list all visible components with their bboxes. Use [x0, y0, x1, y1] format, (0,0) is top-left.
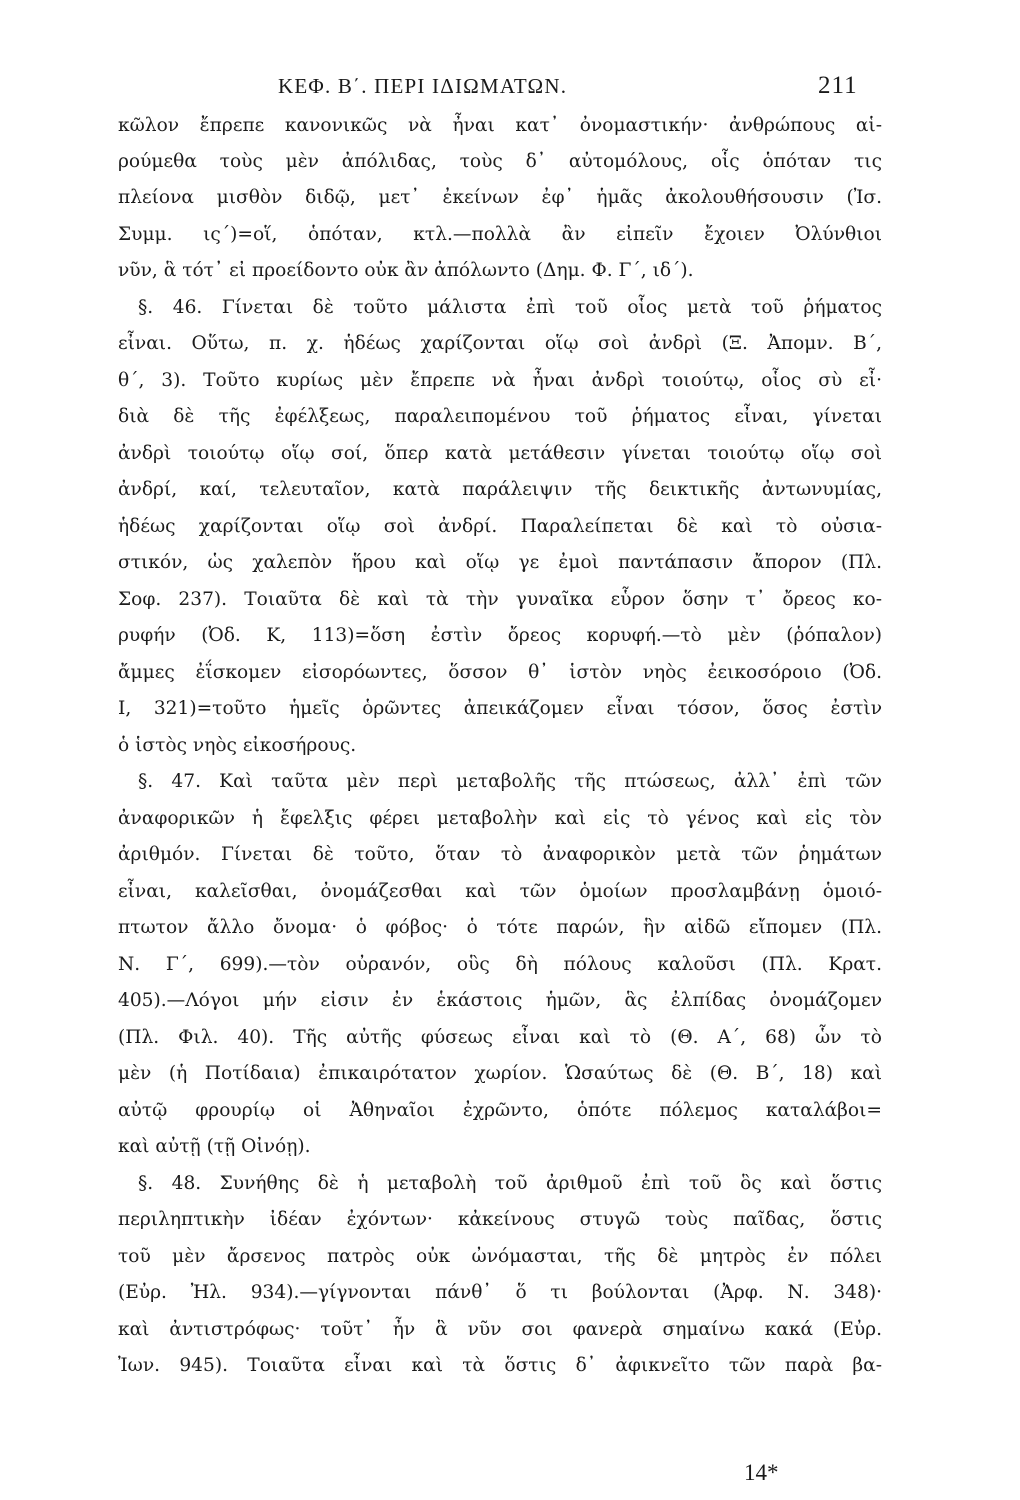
signature-mark: 14* — [744, 1460, 779, 1485]
text-line: ρυφήν (Ὀδ. Κ, 113)=ὅση ἐστὶν ὄρεος κορυφή.—τὸ μὲν (ῥόπαλον) — [118, 625, 882, 646]
text-line: Ν. Γ΄, 699).—τὸν οὐρανόν, οὓς δὴ πόλους καλοῦσι (Πλ. Κρατ. — [118, 954, 882, 975]
text-line: κῶλον ἔπρεπε κανονικῶς νὰ ἦναι κατ᾽ ὀνομαστικήν· ἀνθρώπους αἱ- — [118, 115, 882, 136]
text-line: ἀναφορικῶν ἡ ἔφελξις φέρει μεταβολὴν καὶ εἰς τὸ γένος καὶ εἰς τὸν — [118, 808, 882, 829]
text-line: πλείονα μισθὸν διδῷ, μετ᾽ ἐκείνων ἐφ᾽ ἡμᾶς ἀκολουθήσουσιν (Ἰσ. — [118, 187, 882, 208]
section-48-heading-line: §. 48. Συνήθης δὲ ἡ μεταβολὴ τοῦ ἀριθμοῦ ἐπὶ τοῦ ὃς καὶ ὅστις — [138, 1173, 882, 1194]
running-head: ΚΕΦ. Β΄. ΠΕΡΙ ΙΔΙΩΜΑΤΩΝ. — [278, 74, 568, 98]
section-47-heading-line: §. 47. Καὶ ταῦτα μὲν περὶ μεταβολῆς τῆς πτώσεως, ἀλλ᾽ ἐπὶ τῶν — [138, 771, 882, 792]
text-line: Σοφ. 237). Τοιαῦτα δὲ καὶ τὰ τὴν γυναῖκα εὗρον ὅσην τ᾽ ὄρεος κο- — [118, 589, 882, 610]
text-line: 405).—Λόγοι μήν εἰσιν ἐν ἑκάστοις ἡμῶν, ἃς ἐλπίδας ὀνομάζομεν — [118, 990, 882, 1011]
text-line: (Εὐρ. Ἠλ. 934).—γίγνονται πάνθ᾽ ὅ τι βούλονται (Ἀρφ. Ν. 348)· — [118, 1282, 882, 1303]
text-line: καὶ αὐτῇ (τῇ Οἰνόῃ). — [118, 1136, 311, 1157]
text-line: (Πλ. Φιλ. 40). Τῆς αὐτῆς φύσεως εἶναι καὶ τὸ (Θ. Α΄, 68) ὧν τὸ — [118, 1027, 882, 1048]
text-line: πτωτον ἄλλο ὄνομα· ὁ φόβος· ὁ τότε παρών, ἣν αἰδῶ εἴπομεν (Πλ. — [118, 917, 882, 938]
text-line: ρούμεθα τοὺς μὲν ἀπόλιδας, τοὺς δ᾽ αὐτομόλους, οἷς ὁπόταν τις — [118, 151, 882, 172]
text-line: ἀριθμόν. Γίνεται δὲ τοῦτο, ὅταν τὸ ἀναφορικὸν μετὰ τῶν ῥημάτων — [118, 844, 882, 865]
text-line: ἀνδρί, καί, τελευταῖον, κατὰ παράλειψιν τῆς δεικτικῆς ἀντωνυμίας, — [118, 479, 882, 500]
text-line: εἶναι, καλεῖσθαι, ὀνομάζεσθαι καὶ τῶν ὁμοίων προσλαμβάνῃ ὁμοιό- — [118, 881, 882, 902]
text-line: Ι, 321)=τοῦτο ἡμεῖς ὁρῶντες ἀπεικάζομεν εἶναι τόσον, ὅσος ἐστὶν — [118, 698, 882, 719]
section-46-heading-line: §. 46. Γίνεται δὲ τοῦτο μάλιστα ἐπὶ τοῦ οἷος μετὰ τοῦ ῥήματος — [138, 297, 882, 318]
text-line: αὐτῷ φρουρίῳ οἱ Ἀθηναῖοι ἐχρῶντο, ὁπότε πόλεμος καταλάβοι= — [118, 1100, 882, 1121]
text-line: περιληπτικὴν ἰδέαν ἐχόντων· κἀκείνους στυγῶ τοὺς παῖδας, ὅστις — [118, 1209, 882, 1230]
text-line: καὶ ἀντιστρόφως· τοῦτ᾽ ἦν ἃ νῦν σοι φανερὰ σημαίνω κακά (Εὐρ. — [118, 1319, 882, 1340]
text-line: στικόν, ὡς χαλεπὸν ἥρου καὶ οἵῳ γε ἐμοὶ παντάπασιν ἄπορον (Πλ. — [118, 552, 882, 573]
text-line: τοῦ μὲν ἄρσενος πατρὸς οὐκ ὠνόμασται, τῆς δὲ μητρὸς ἐν πόλει — [118, 1246, 882, 1267]
text-line: νῦν, ἃ τότ᾽ εἰ προείδοντο οὐκ ἂν ἀπόλωντο (Δημ. Φ. Γ΄, ιδ΄). — [118, 260, 694, 281]
text-line: ὁ ἱστὸς νηὸς εἰκοσήρους. — [118, 735, 357, 756]
text-line: ἀνδρὶ τοιούτῳ οἵῳ σοί, ὅπερ κατὰ μετάθεσιν γίνεται τοιούτῳ οἵῳ σοὶ — [118, 443, 882, 464]
text-line: Συμμ. ις΄)=οἵ, ὁπόταν, κτλ.—πολλὰ ἂν εἰπεῖν ἔχοιεν Ὀλύνθιοι — [118, 224, 882, 245]
text-line: μὲν (ἡ Ποτίδαια) ἐπικαιρότατον χωρίον. Ὡσαύτως δὲ (Θ. Β΄, 18) καὶ — [118, 1063, 882, 1084]
text-line: θ΄, 3). Τοῦτο κυρίως μὲν ἔπρεπε νὰ ἦναι ἀνδρὶ τοιούτῳ, οἷος σὺ εἶ· — [118, 370, 882, 391]
text-line: εἶναι. Οὕτω, π. χ. ἡδέως χαρίζονται οἵῳ σοὶ ἀνδρὶ (Ξ. Ἀπομν. Β΄, — [118, 333, 882, 354]
text-line: ἄμμες ἐΐσκομεν εἰσορόωντες, ὅσσον θ᾽ ἱστὸν νηὸς ἐεικοσόροιο (Ὀδ. — [118, 662, 882, 683]
text-line: Ἰων. 945). Τοιαῦτα εἶναι καὶ τὰ ὅστις δ᾽ ἀφικνεῖτο τῶν παρὰ βα- — [118, 1355, 882, 1376]
page-number: 211 — [818, 72, 858, 99]
text-line: ἡδέως χαρίζονται οἵῳ σοὶ ἀνδρί. Παραλείπεται δὲ καὶ τὸ οὐσια- — [118, 516, 882, 537]
text-line: διὰ δὲ τῆς ἐφέλξεως, παραλειπομένου τοῦ ῥήματος εἶναι, γίνεται — [118, 406, 882, 427]
